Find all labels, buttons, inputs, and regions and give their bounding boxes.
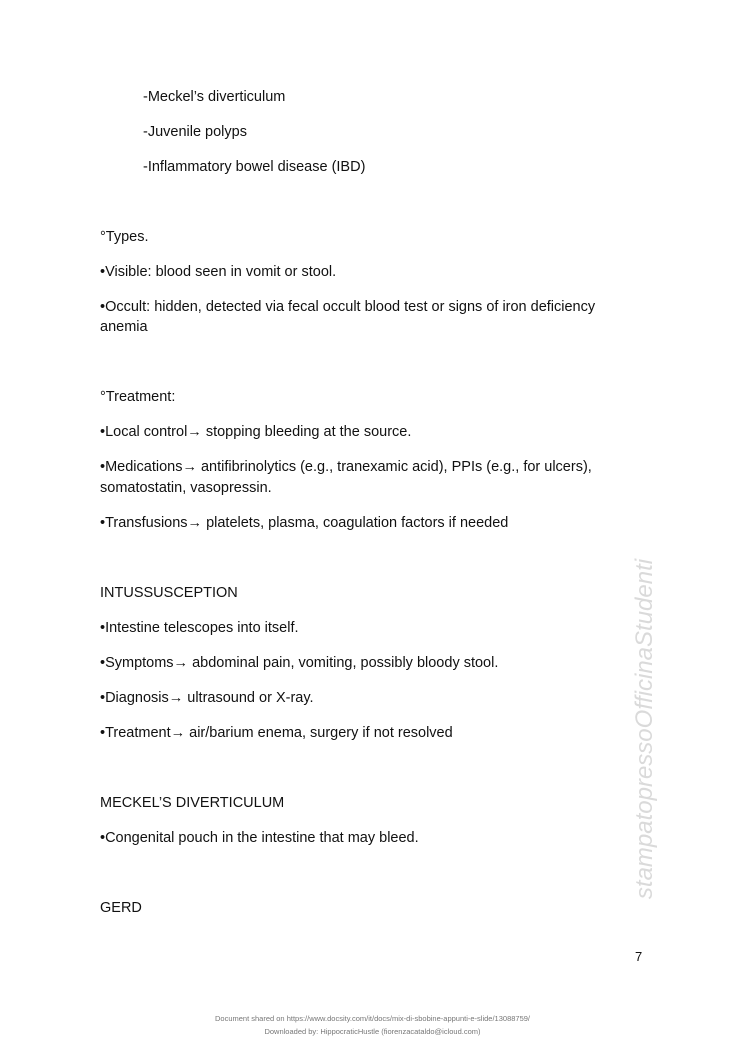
- bullet-item: •Local control→ stopping bleeding at the source.: [100, 424, 412, 440]
- bullet-item-continued: somatostatin, vasopressin.: [100, 480, 272, 496]
- list-item: -Meckel’s diverticulum: [143, 89, 286, 105]
- bullet-item: •Treatment→ air/barium enema, surgery if not resolved: [100, 725, 453, 741]
- section-heading: °Types.: [100, 229, 149, 245]
- section-heading: °Treatment:: [100, 389, 176, 405]
- bullet-item: •Transfusions→ platelets, plasma, coagulation factors if needed: [100, 515, 509, 531]
- bullet-item: •Occult: hidden, detected via fecal occult blood test or signs of iron deficiency: [100, 299, 596, 315]
- bullet-item: •Visible: blood seen in vomit or stool.: [100, 264, 337, 280]
- footer-shared: Document shared on https://www.docsity.com/it/docs/mix-di-sbobine-appunti-e-slide/13088759/: [214, 1014, 531, 1023]
- section-heading: GERD: [100, 900, 142, 916]
- bullet-item: •Diagnosis→ ultrasound or X-ray.: [100, 690, 314, 706]
- bullet-item: •Medications→ antifibrinolytics (e.g., tranexamic acid), PPIs (e.g., for ulcers),: [100, 459, 592, 475]
- bullet-item: •Symptoms→ abdominal pain, vomiting, possibly bloody stool.: [100, 655, 499, 671]
- list-item: -Juvenile polyps: [143, 124, 247, 140]
- bullet-item: •Intestine telescopes into itself.: [100, 620, 299, 636]
- page-number: 7: [635, 949, 643, 964]
- bullet-item: •Congenital pouch in the intestine that may bleed.: [100, 830, 419, 846]
- section-heading: MECKEL’S DIVERTICULUM: [100, 795, 285, 811]
- watermark: stampatopressoOfficinaStudenti: [631, 558, 658, 900]
- bullet-item-continued: anemia: [100, 319, 148, 335]
- footer-downloaded: Downloaded by: HippocraticHustle (fiorenzacataldo@icloud.com): [264, 1027, 481, 1036]
- section-heading: INTUSSUSCEPTION: [100, 585, 238, 601]
- list-item: -Inflammatory bowel disease (IBD): [143, 159, 366, 175]
